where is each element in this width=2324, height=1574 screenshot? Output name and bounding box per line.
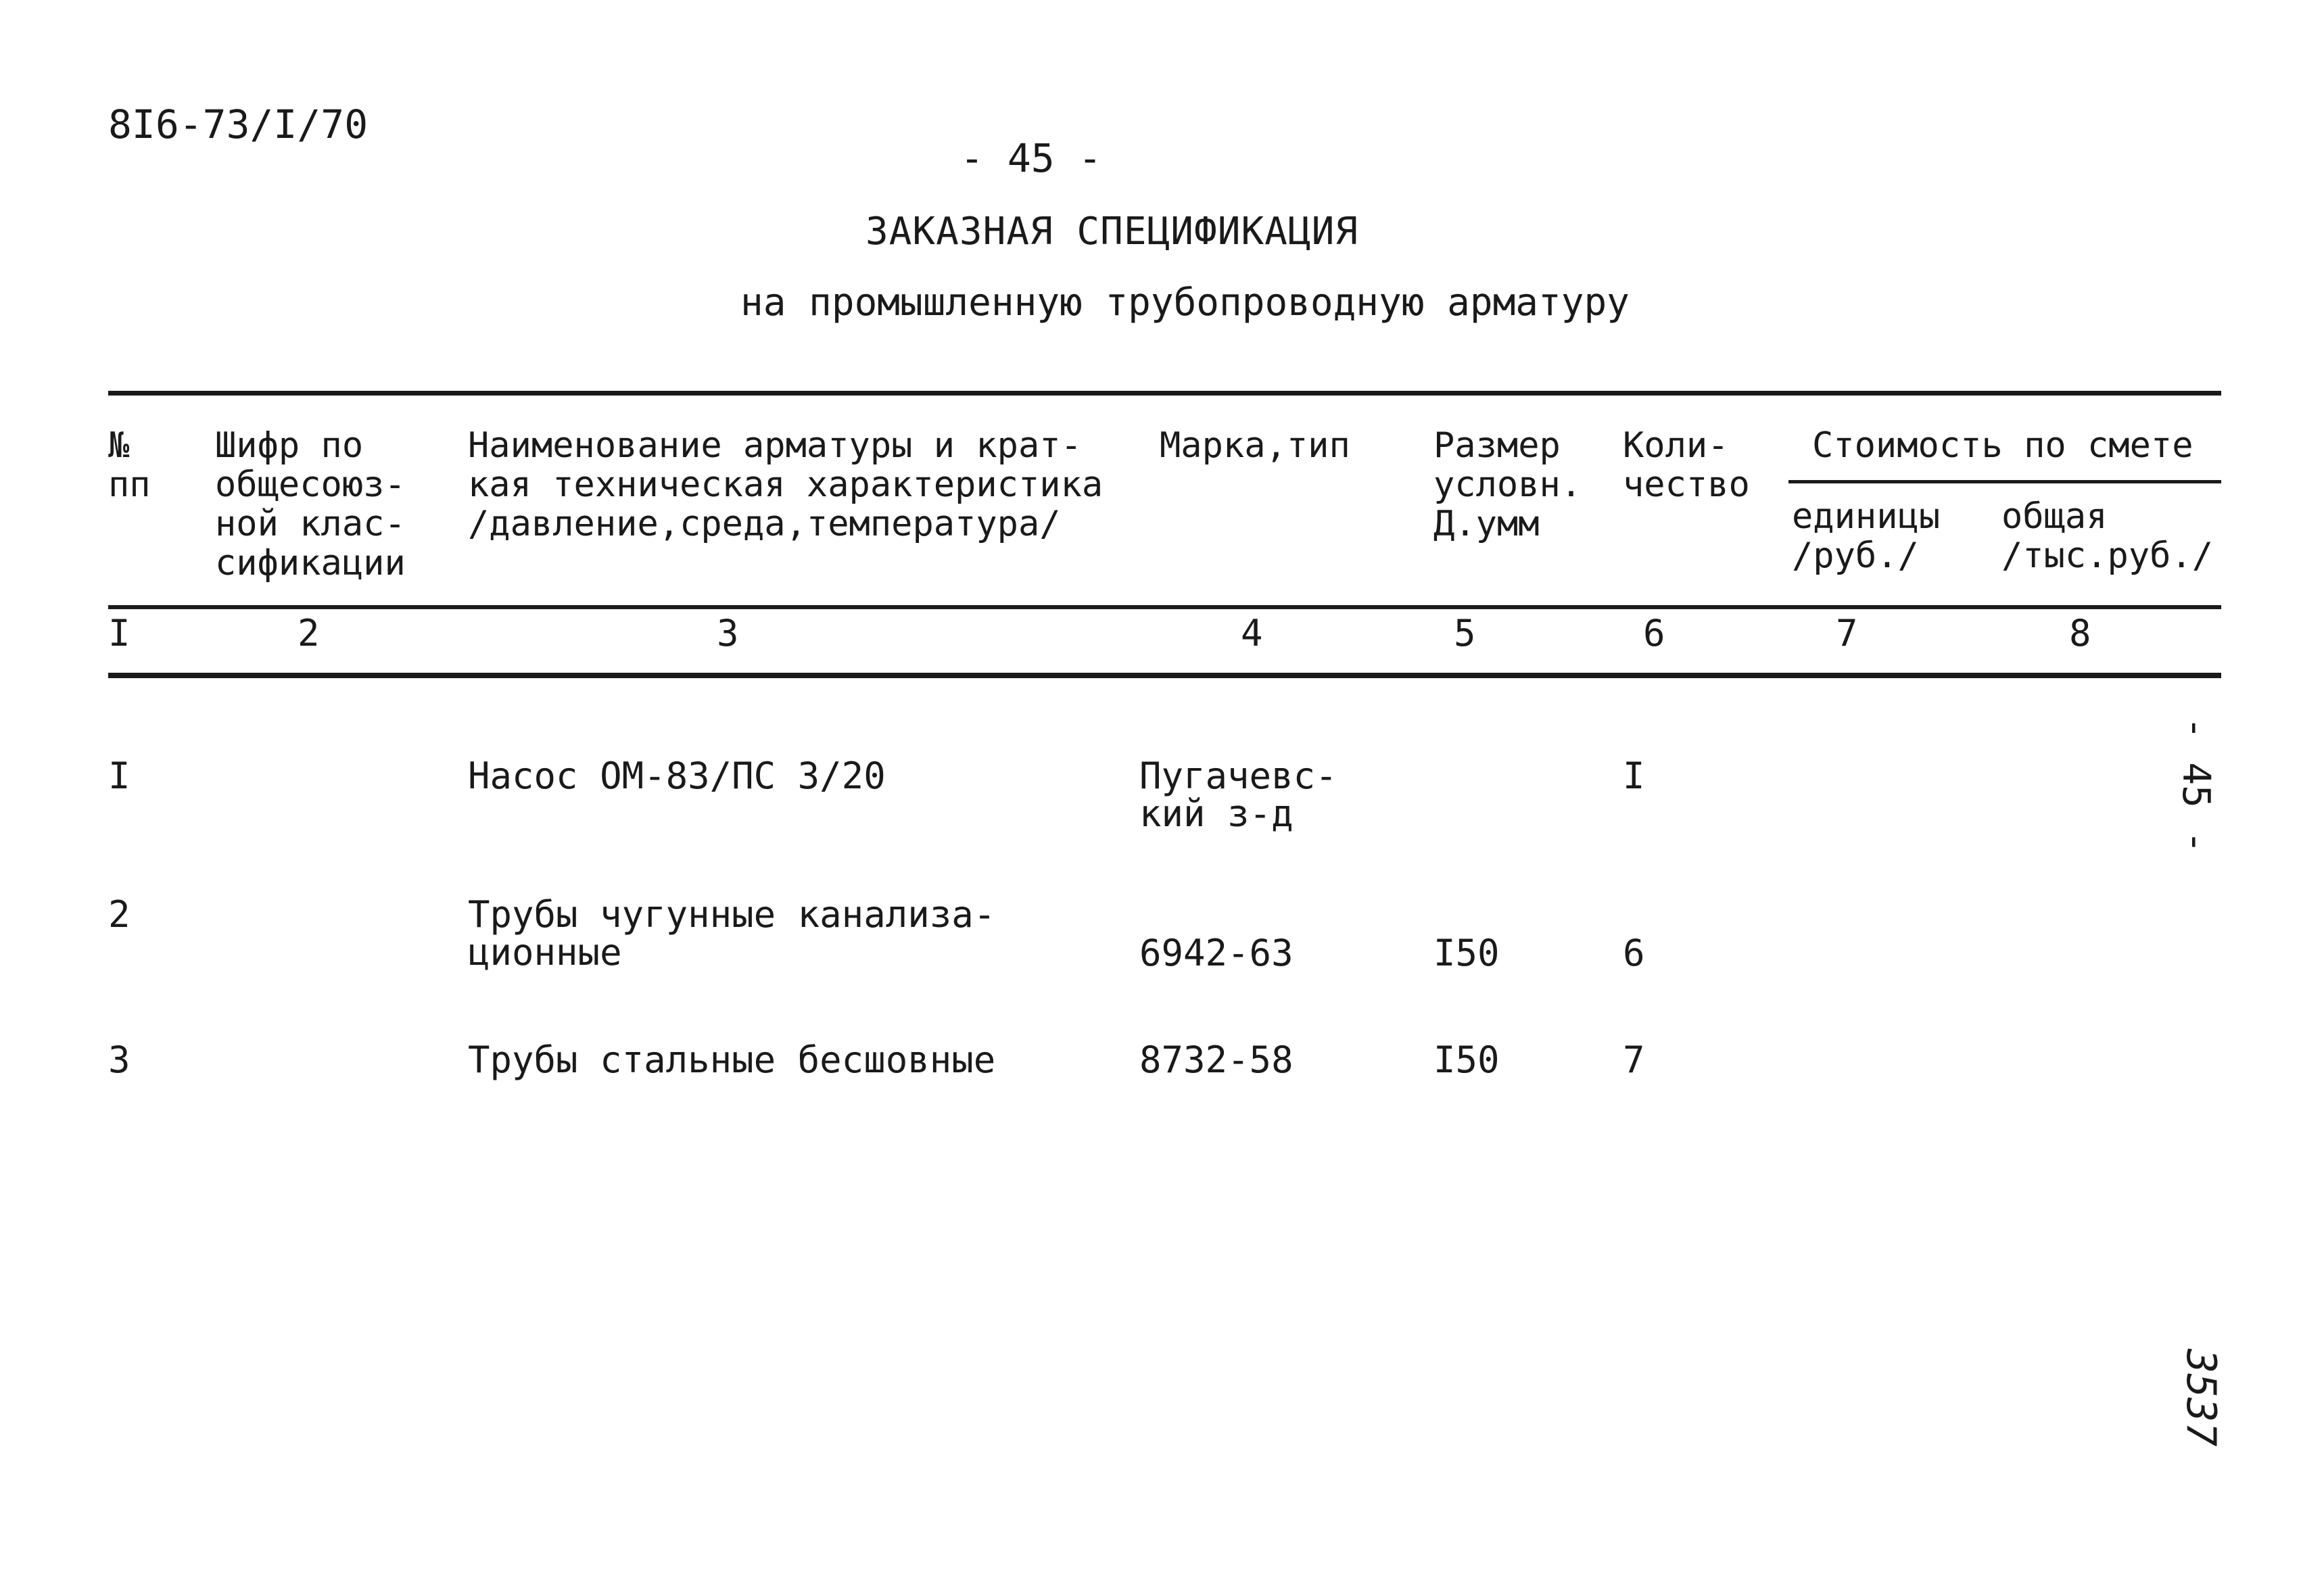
table-top-rule — [108, 391, 2221, 396]
header-classification-code: Шифр по общесоюз- ной клас- сификации — [215, 425, 406, 583]
row-size: I50 — [1433, 932, 1500, 974]
row-brand: 8732-58 — [1139, 1039, 1294, 1081]
row-quantity: I — [1623, 755, 1645, 797]
document-subtitle: на промышленную трубопроводную арматуру — [740, 281, 1630, 325]
cost-subheader-rule — [1788, 480, 2221, 483]
header-number: № пп — [108, 425, 151, 505]
column-number-2: 2 — [298, 612, 320, 654]
column-number-7: 7 — [1836, 612, 1858, 654]
document-code: 8I6-73/I/70 — [108, 101, 369, 147]
header-quantity: Коли- чество — [1623, 425, 1750, 505]
header-nominal-size: Размер условн. Д.умм — [1433, 425, 1582, 544]
row-brand: Пугачевс- кий з-д — [1139, 755, 1337, 835]
row-quantity: 7 — [1623, 1039, 1645, 1081]
row-number: 2 — [108, 893, 131, 936]
column-number-5: 5 — [1454, 612, 1476, 654]
header-cost-estimate: Стоимость по смете — [1812, 425, 2193, 466]
column-number-1: I — [108, 612, 131, 654]
header-name-characteristics: Наименование арматуры и крат- кая техническая характеристика /давление,среда,температура/ — [468, 425, 1104, 544]
row-brand: 6942-63 — [1139, 932, 1294, 974]
column-number-4: 4 — [1241, 612, 1263, 654]
archive-stamp-number: 3537 — [2177, 1349, 2225, 1447]
header-bottom-rule — [108, 605, 2221, 609]
row-number: 3 — [108, 1039, 131, 1081]
column-number-6: 6 — [1643, 612, 1665, 654]
margin-page-mark: - 45 - — [2174, 717, 2218, 854]
row-size: I50 — [1433, 1039, 1500, 1081]
row-quantity: 6 — [1623, 932, 1645, 974]
column-number-8: 8 — [2069, 612, 2091, 654]
row-name: Трубы чугунные канализа- ционные — [468, 893, 996, 974]
header-brand-type: Марка,тип — [1160, 425, 1350, 466]
header-unit-cost: единицы /руб./ — [1792, 496, 1941, 576]
header-total-cost: общая /тыс.руб./ — [2001, 496, 2214, 576]
row-name: Трубы стальные бесшовные — [468, 1039, 996, 1081]
page-number: - 45 - — [960, 135, 1102, 181]
row-name: Насос ОМ-83/ПС 3/20 — [468, 755, 886, 797]
column-number-3: 3 — [717, 612, 739, 654]
row-number: I — [108, 755, 131, 797]
column-numbers-bottom-rule — [108, 673, 2221, 678]
document-title: ЗАКАЗНАЯ СПЕЦИФИКАЦИЯ — [865, 210, 1359, 254]
